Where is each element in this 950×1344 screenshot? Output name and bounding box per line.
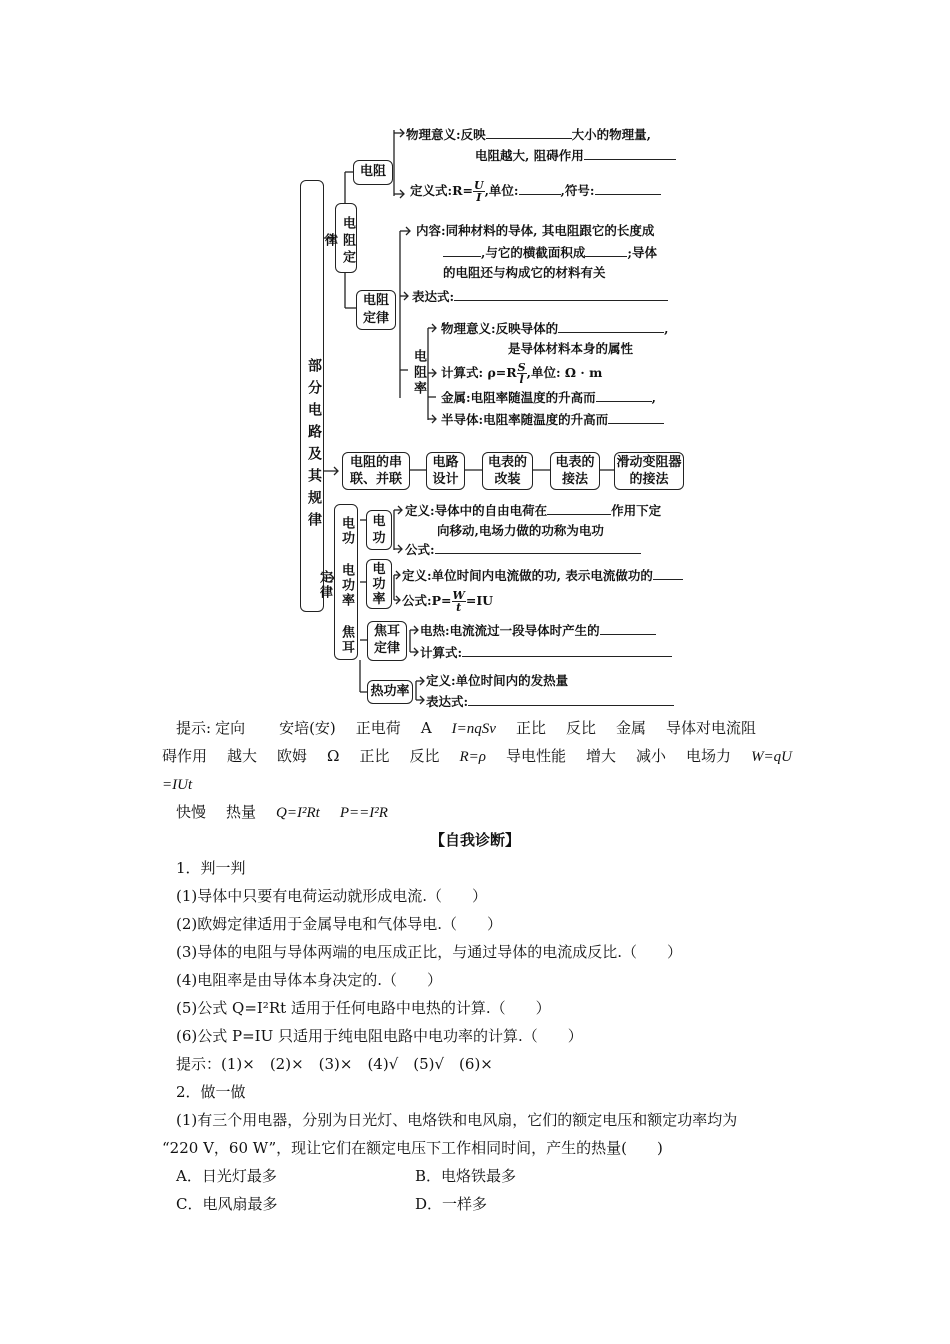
power-definition: 定义:单位时间内电流做的功, 表示电流做功的	[402, 566, 683, 585]
q1-answer: 提示：(1)× (2)× (3)× (4)√ (5)√ (6)×	[176, 1055, 493, 1073]
q2-option-a: A．日光灯最多	[176, 1167, 277, 1185]
work-definition-2: 向移动,电场力做的功称为电功	[437, 523, 604, 538]
joule-heat: 电热:电流流过一段导体时产生的	[420, 621, 656, 640]
resistivity-meaning: 物理意义:反映导体的 ,	[441, 321, 669, 336]
resistance-definition: 定义式:R= $\frac{U}{I}$ ,单位: ,符号:	[410, 180, 661, 203]
resistivity-label: 电阻率	[411, 349, 426, 397]
q1-item-2: (2)欧姆定律适用于金属导电和气体导电.（ ）	[176, 915, 503, 933]
joule-calc: 计算式:	[420, 643, 672, 662]
resistance-meaning: 物理意义:反映 大小的物理量,	[406, 127, 651, 142]
q2-option-b: B．电烙铁最多	[415, 1167, 517, 1185]
law-content-3: 的电阻还与构成它的材料有关	[443, 265, 606, 280]
resistivity-semiconductor: 半导体:电阻率随温度的升高而	[441, 410, 664, 429]
law-content-2: ,与它的横截面积成 ;导体	[443, 243, 657, 262]
law-content: 内容:同种材料的导体, 其电阻跟它的长度成	[416, 223, 655, 238]
q2-stem-2: “220 V，60 W”，现让它们在额定电压下工作相同时间，产生的热量( )	[162, 1139, 663, 1157]
q1-item-6: (6)公式 P=IU 只适用于纯电阻电路中电功率的计算.（ ）	[176, 1027, 583, 1045]
q1-item-4: (4)电阻率是由导体本身决定的.（ ）	[176, 971, 443, 989]
resistance-meaning-2: 电阻越大, 阻碍作用	[475, 146, 676, 165]
resistivity-formula: 计算式: ρ=R $\frac{S}{l}$ ,单位: Ω · m	[441, 361, 603, 386]
electric-power-node: 电功率	[366, 559, 392, 609]
root-node: 部分电路及其规律	[300, 180, 324, 612]
q1-item-3: (3)导体的电阻与导体两端的电压成正比，与通过导体的电流成反比.（ ）	[176, 943, 683, 961]
hint-line-1: 提示: 定向 安培(安) 正电荷 A I=nqSv 正比 反比 金属 导体对电流阻	[176, 719, 756, 737]
joule-law-node: 焦耳定律	[367, 621, 407, 661]
rheostat-connection-node: 滑动变阻器的接法	[614, 452, 684, 490]
resistivity-meaning-2: 是导体材料本身的属性	[508, 341, 634, 356]
law-expression: 表达式:	[412, 287, 668, 306]
q2-stem-1: (1)有三个用电器，分别为日光灯、电烙铁和电风扇，它们的额定电压和额定功率均为	[176, 1111, 738, 1129]
meter-conversion-node: 电表的改装	[482, 452, 533, 490]
electric-work-node: 电功	[366, 510, 392, 550]
section-title: 【自我诊断】	[429, 831, 520, 849]
q1-title: 1．判一判	[176, 859, 246, 877]
q2-option-d: D．一样多	[415, 1195, 488, 1213]
q2-title: 2．做一做	[176, 1083, 246, 1101]
series-parallel-node: 电阻的串联、并联	[342, 452, 410, 490]
q2-option-c: C．电风扇最多	[176, 1195, 278, 1213]
q1-item-1: (1)导体中只要有电荷运动就形成电流.（ ）	[176, 887, 488, 905]
power-formula: 公式:P= $\frac{W}{t}$ =IU	[402, 589, 494, 614]
meter-connection-node: 电表的接法	[550, 452, 600, 490]
heat-power-expression: 表达式:	[426, 692, 674, 711]
hint-line-4: 快慢 热量 Q=I²Rt P==I²R	[176, 803, 388, 821]
work-formula: 公式:	[405, 540, 641, 559]
law-node: 电阻定律	[356, 290, 396, 330]
power-branch-node: 电功 电功率 焦耳定律	[334, 504, 358, 660]
hint-line-2: 碍作用 越大 欧姆 Ω 正比 反比 R=ρ 导电性能 增大 减小 电场力 W=qU	[162, 747, 793, 765]
work-definition: 定义:导体中的自由电荷在 作用下定	[405, 503, 662, 518]
resistance-node: 电阻	[353, 160, 393, 185]
hint-line-3: =IUt	[162, 777, 193, 793]
resistivity-metal: 金属:电阻率随温度的升高而 ,	[441, 390, 656, 405]
heat-power-definition: 定义:单位时间内的发热量	[426, 673, 569, 688]
q1-item-5: (5)公式 Q=I²Rt 适用于任何电路中电热的计算.（ ）	[176, 999, 551, 1017]
heat-power-node: 热功率	[367, 680, 413, 704]
law-branch-node: 电阻定律	[335, 203, 357, 273]
circuit-design-node: 电路设计	[426, 452, 465, 490]
